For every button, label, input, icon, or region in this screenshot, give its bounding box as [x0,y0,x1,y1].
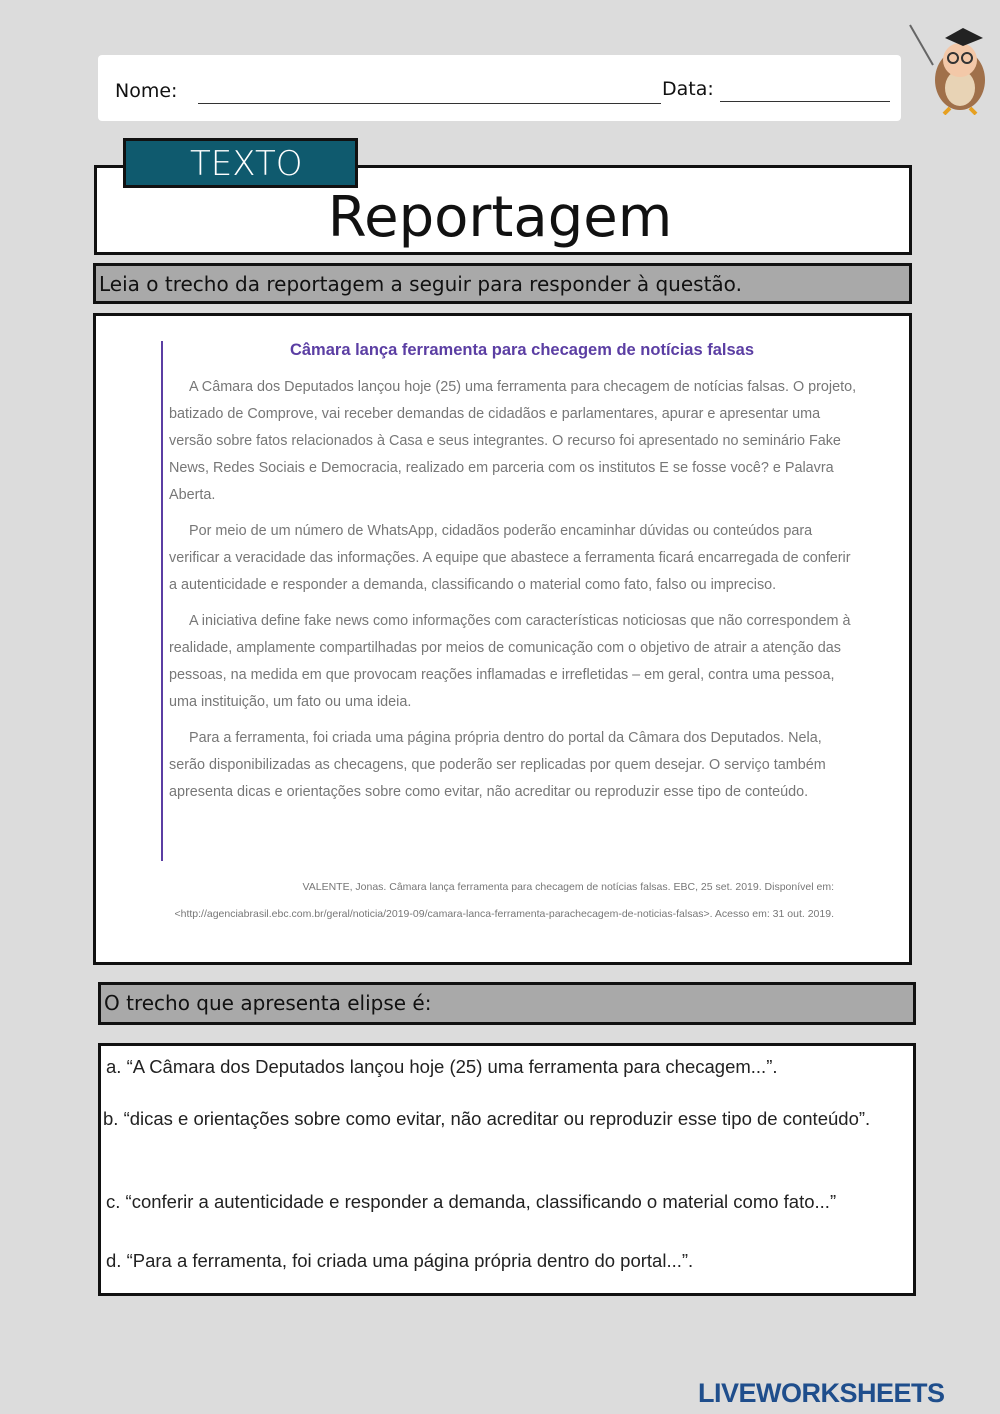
article-quote [161,341,861,861]
name-label: Nome: [115,80,178,102]
date-label: Data: [662,78,714,100]
instruction-bar: Leia o trecho da reportagem a seguir para responder à questão. [93,263,912,304]
article-box [93,313,912,965]
texto-tab: TEXTO [123,138,358,188]
question-bar: O trecho que apresenta elipse é: [98,982,916,1025]
article-paragraph: A iniciativa define fake news como informações com características noticiosas que não correspondem à realidade, amplamente compartilhadas por meios de comunicação com o objetivo de atrair a atenção das pessoas, na medida em que provocam reações inflamadas e irrefletidas – em geral, contra uma pessoa, uma instituição, um fato ou uma ideia. [169,613,851,710]
option-b[interactable]: b. “dicas e orientações sobre como evitar, não acreditar ou reproduzir esse tipo de conteúdo”. [103,1108,871,1129]
option-c[interactable]: c. “conferir a autenticidade e responder a demanda, classificando o material como fato...” [106,1191,837,1212]
article-paragraph: A Câmara dos Deputados lançou hoje (25) uma ferramenta para checagem de notícias falsas. O projeto, batizado de Comprove, vai receber demandas de cidadãos e parlamentares, apurar e apresentar uma versão sobre fatos relacionados à Casa e seus integrantes. O recurso foi apresentado no seminário Fake News, Redes Sociais e Democracia, realizado em parceria com os institutos E se fosse você? e Palavra Aberta. [169,379,857,503]
liveworksheets-logo: LIVEWORKSHEETS [698,1378,945,1408]
article-paragraph: Por meio de um número de WhatsApp, cidadãos poderão encaminhar dúvidas ou conteúdos para verificar a veracidade das informações. A equipe que abastece a ferramenta ficará encarregada de conferir a autenticidade e responder a demanda, classificando o material como fato, falso ou impreciso. [169,523,851,593]
answer-options [98,1043,916,1296]
article-title: Câmara lança ferramenta para checagem de notícias falsas [289,341,755,359]
date-field[interactable] [720,82,890,102]
name-field[interactable] [198,84,661,104]
article-paragraph: Para a ferramenta, foi criada uma página própria dentro do portal da Câmara dos Deputados. Nela, serão disponibilizadas as checagens, que poderão ser replicadas por quem desejar. O serviço também apresenta dicas e orientações sobre como evitar, não acreditar ou reproduzir esse tipo de conteúdo. [169,730,826,800]
article-citation: VALENTE, Jonas. Câmara lança ferramenta para checagem de notícias falsas. EBC, 25 set. 2019. Disponível em: <http://agenciabrasil.ebc.com.br/geral/noticia/2019-09/camara-lanca-ferramenta-parachecagem-de-noticias-falsas>. Acesso em: 31 out. 2019. [174,881,834,920]
owl-teacher-icon [905,20,995,115]
page-title: Reportagem [327,185,673,250]
option-d[interactable]: d. “Para a ferramenta, foi criada uma página própria dentro do portal...”. [106,1250,694,1271]
option-a[interactable]: a. “A Câmara dos Deputados lançou hoje (25) uma ferramenta para checagem...”. [106,1056,778,1077]
